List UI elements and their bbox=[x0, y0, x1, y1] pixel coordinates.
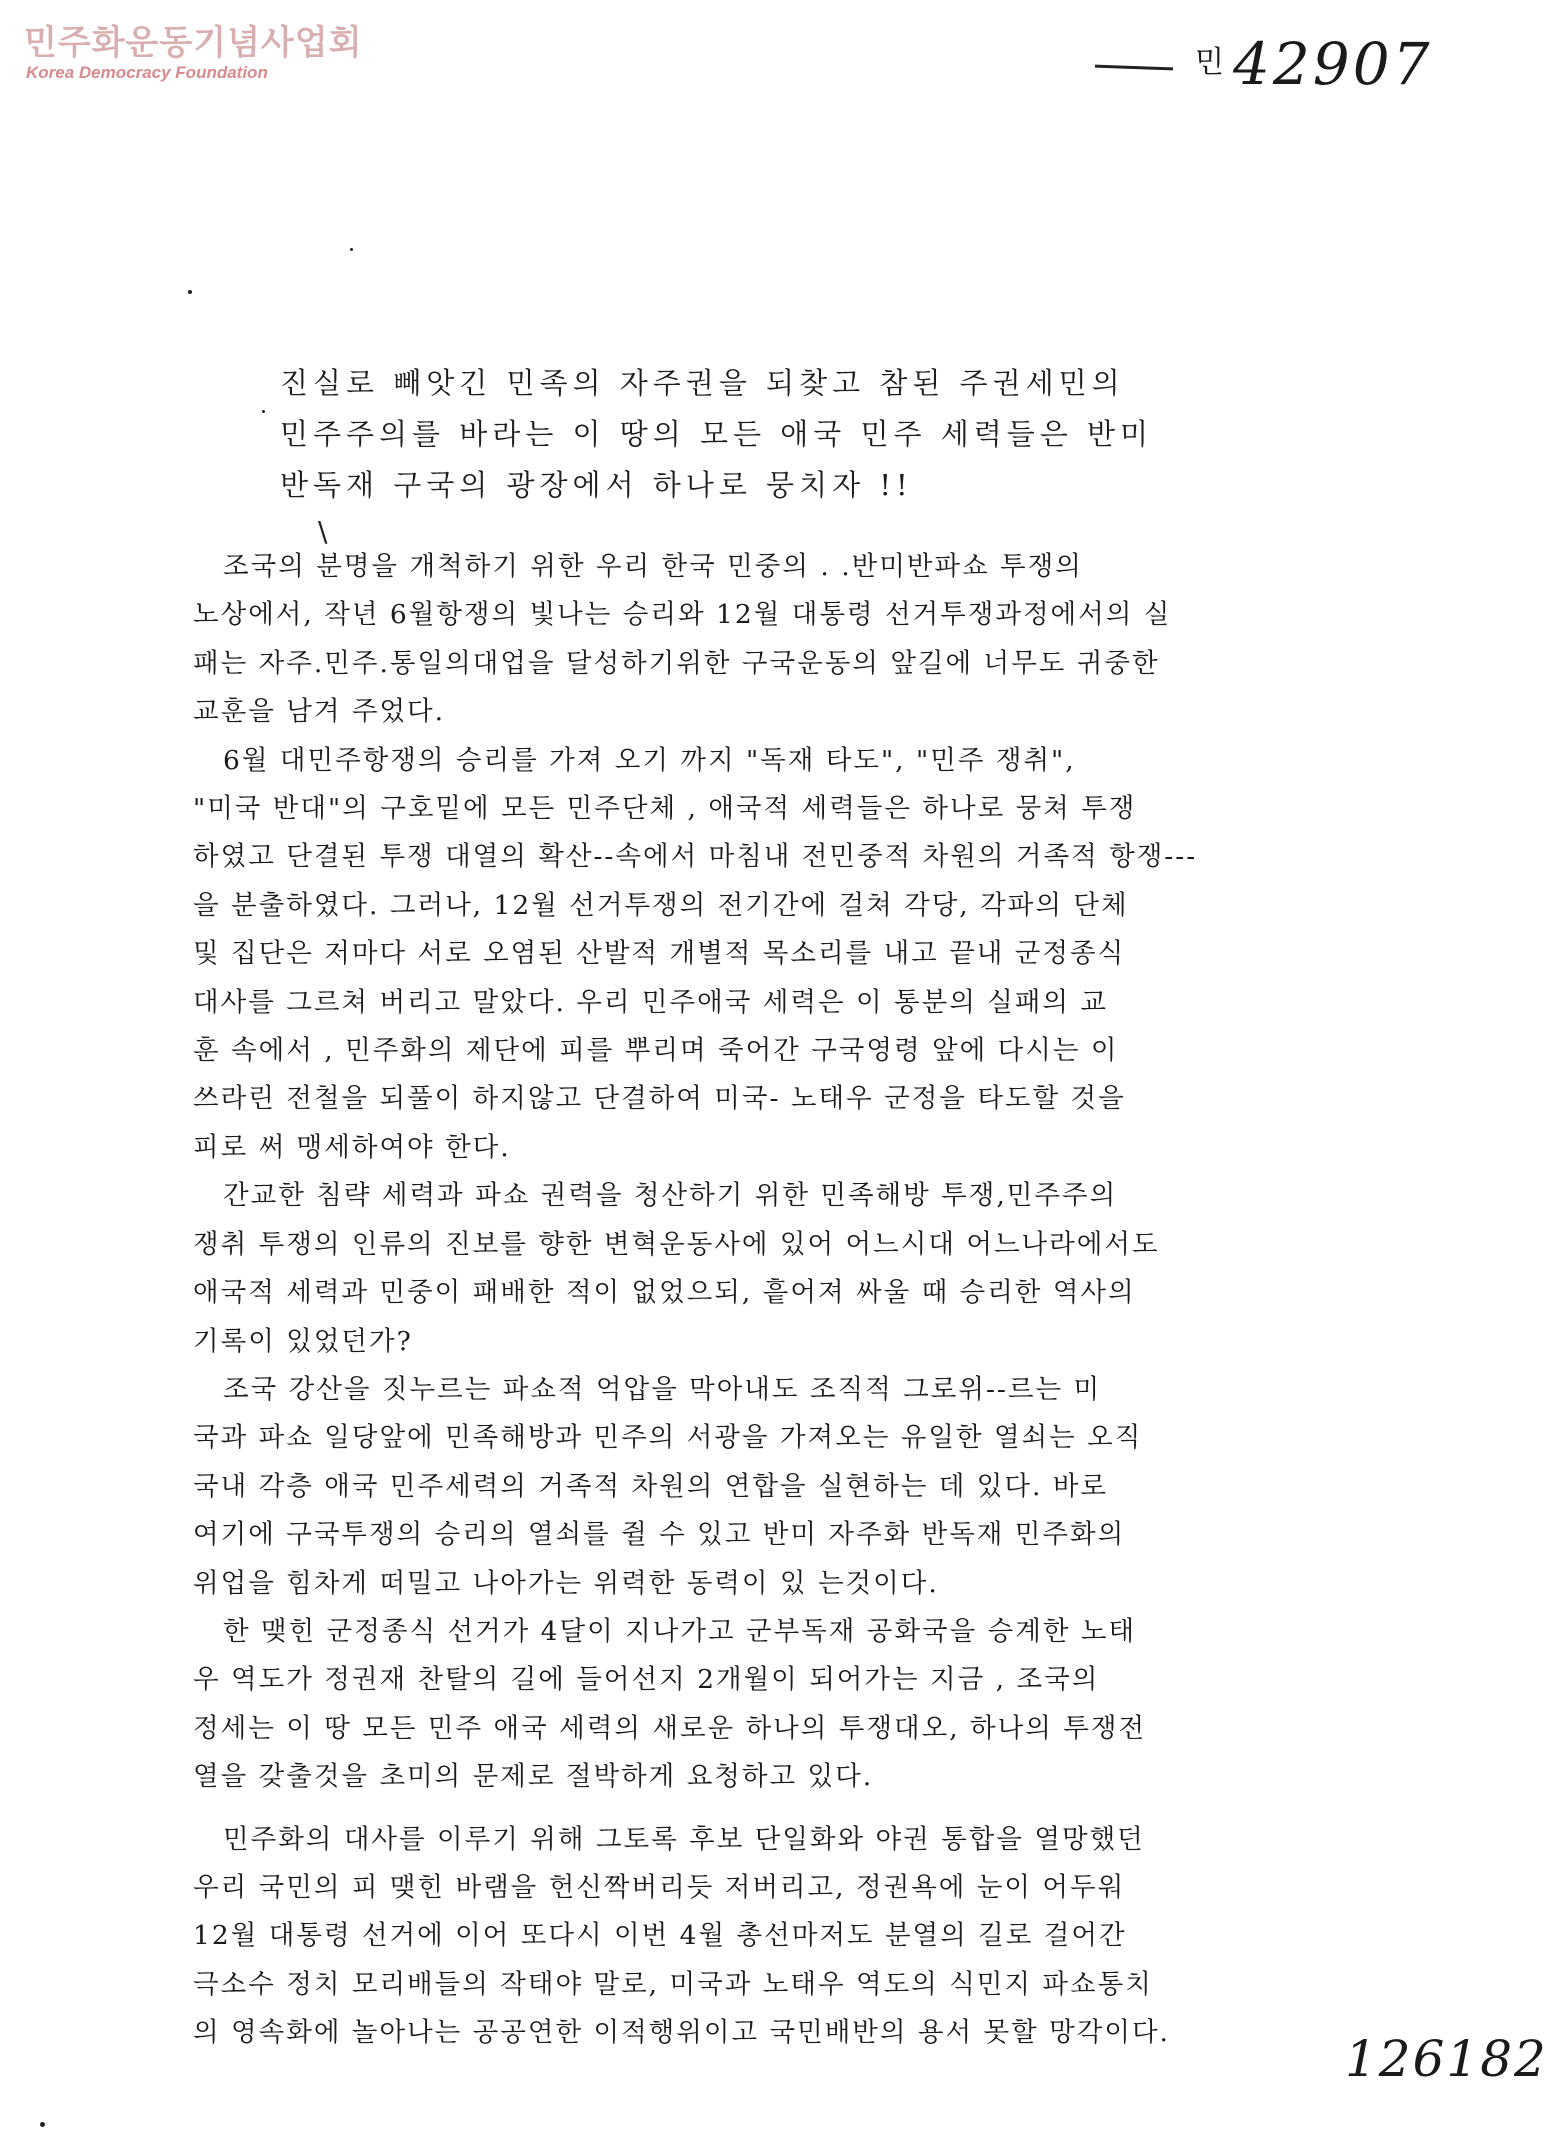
body-line: 국내 각층 애국 민주세력의 거족적 차원의 연합을 실현하는 데 있다. 바로 bbox=[193, 1470, 1109, 1502]
scan-speck bbox=[262, 410, 265, 413]
headline-line: 민주주의를 바라는 이 땅의 모든 애국 민주 세력들은 반미 bbox=[280, 417, 1154, 451]
archive-prefix: 민 bbox=[1195, 45, 1227, 80]
body-line: 한 맺힌 군정종식 선거가 4달이 지나가고 군부독재 공화국을 승계한 노태 bbox=[223, 1615, 1137, 1647]
watermark-korean: 민주화운동기념사업회 bbox=[24, 23, 363, 63]
body-line: 12월 대통령 선거에 이어 또다시 이번 4월 총선마저도 분열의 길로 걸어간 bbox=[193, 1920, 1127, 1952]
body-line: 조국 강산을 짓누르는 파쇼적 억압을 막아내도 조직적 그로위--르는 미 bbox=[223, 1373, 1102, 1405]
page-number: 126182 bbox=[1345, 2030, 1548, 2088]
body-line: 쓰라린 전철을 되풀이 하지않고 단결하여 미국- 노태우 군정을 타도할 것을 bbox=[193, 1083, 1126, 1115]
body-line: 피로 써 맹세하여야 한다. bbox=[193, 1131, 511, 1163]
body-line: 여기에 구국투쟁의 승리의 열쇠를 쥘 수 있고 반미 자주화 반독재 민주화의 bbox=[193, 1519, 1126, 1551]
scan-speck bbox=[188, 290, 192, 294]
scan-speck bbox=[350, 248, 353, 251]
archive-code bbox=[1095, 30, 1495, 130]
body-line: 6월 대민주항쟁의 승리를 가져 오기 까지 "독재 타도", "민주 쟁취", bbox=[223, 744, 1076, 776]
body-line: 위업을 힘차게 떠밀고 나아가는 위력한 동력이 있 는것이다. bbox=[193, 1567, 939, 1599]
body-line: 기록이 있었던가? bbox=[193, 1325, 413, 1357]
body-line: 패는 자주.민주.통일의대업을 달성하기위한 구국운동의 앞길에 너무도 귀중한 bbox=[193, 647, 1160, 679]
body-line: 노상에서, 작년 6월항쟁의 빛나는 승리와 12월 대통령 선거투쟁과정에서의 실 bbox=[193, 599, 1172, 631]
body-line: 쟁취 투쟁의 인류의 진보를 향한 변혁운동사에 있어 어느시대 어느나라에서도 bbox=[193, 1228, 1160, 1260]
body-line: 조국의 분명을 개척하기 위한 우리 한국 민중의 . .반미반파쇼 투쟁의 bbox=[223, 551, 1083, 582]
body-line: 열을 갖출것을 초미의 문제로 절박하게 요청하고 있다. bbox=[193, 1761, 874, 1793]
body-line: 애국적 세력과 민중이 패배한 적이 없었으되, 흩어져 싸울 때 승리한 역사의 bbox=[193, 1277, 1136, 1309]
body-text bbox=[193, 543, 1333, 2058]
body-line: 정세는 이 땅 모든 민주 애국 세력의 새로운 하나의 투쟁대오, 하나의 투쟁전 bbox=[193, 1712, 1147, 1744]
scan-speck bbox=[40, 2122, 45, 2127]
archive-code-text bbox=[1195, 30, 1433, 98]
body-line: 하였고 단결된 투쟁 대열의 확산--속에서 마침내 전민중적 차원의 거족적 항쟁--- bbox=[193, 841, 1198, 873]
body-line: 의 영속화에 놀아나는 공공연한 이적행위이고 국민배반의 용서 못할 망각이다. bbox=[193, 2017, 1170, 2049]
archive-dash bbox=[1095, 65, 1173, 71]
body-line: 우리 국민의 피 맺힌 바램을 헌신짝버리듯 저버리고, 정권욕에 눈이 어두워 bbox=[193, 1871, 1126, 1903]
body-line: 교훈을 남겨 주었다. bbox=[193, 696, 446, 728]
headline-line: 진실로 빼앗긴 민족의 자주권을 되찾고 참된 주권세민의 bbox=[280, 366, 1125, 400]
body-line: 우 역도가 정권재 찬탈의 길에 들어선지 2개월이 되어가는 지금 , 조국의 bbox=[193, 1664, 1100, 1696]
body-line: 극소수 정치 모리배들의 작태야 말로, 미국과 노태우 역도의 식민지 파쇼통치 bbox=[193, 1968, 1153, 2000]
body-line: 을 분출하였다. 그러나, 12월 선거투쟁의 전기간에 걸쳐 각당, 각파의 단체 bbox=[193, 889, 1129, 921]
scan-mark: \ bbox=[318, 515, 328, 548]
body-line: 국과 파쇼 일당앞에 민족해방과 민주의 서광을 가져오는 유일한 열쇠는 오직 bbox=[193, 1422, 1143, 1454]
watermark bbox=[24, 24, 362, 84]
watermark-english: Korea Democracy Foundation bbox=[26, 63, 268, 82]
archive-number: 42907 bbox=[1232, 30, 1433, 98]
body-line: 훈 속에서 , 민주화의 제단에 피를 뿌리며 죽어간 구국영령 앞에 다시는 이 bbox=[193, 1035, 1119, 1067]
body-line: 민주화의 대사를 이루기 위해 그토록 후보 단일화와 야권 통합을 열망했던 bbox=[223, 1823, 1145, 1855]
headline bbox=[280, 358, 1160, 511]
body-line: "미국 반대"의 구호밑에 모든 민주단체 , 애국적 세력들은 하나로 뭉쳐 투쟁 bbox=[193, 793, 1137, 825]
body-line: 대사를 그르쳐 버리고 말았다. 우리 민주애국 세력은 이 통분의 실패의 교 bbox=[193, 986, 1109, 1018]
body-line: 및 집단은 저마다 서로 오염된 산발적 개별적 목소리를 내고 끝내 군정종식 bbox=[193, 938, 1126, 970]
body-line: 간교한 침략 세력과 파쇼 권력을 청산하기 위한 민족해방 투쟁,민주주의 bbox=[223, 1180, 1118, 1212]
headline-line: 반독재 구국의 광장에서 하나로 뭉치자 !! bbox=[280, 468, 913, 502]
